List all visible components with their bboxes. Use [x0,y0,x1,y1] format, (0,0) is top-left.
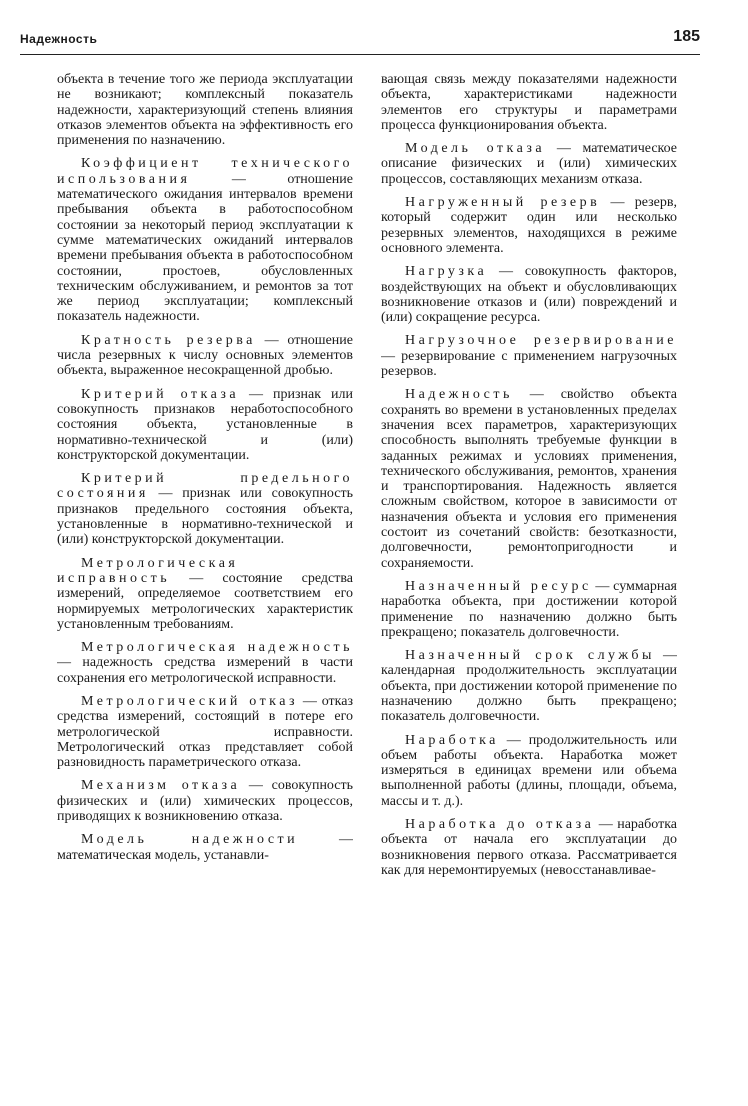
definition-text: — резерв, который содержит один или несколько резервных элементов, находящихся в режиме основного элемента. [381,195,677,256]
definition-paragraph [57,778,353,824]
definition-text: — отношение числа резервных к числу основных элементов объекта, выраженное несокращенной дробью. [57,332,353,379]
definition-text: — надежность средства измерений в части сохранения его метрологической исправности. [57,655,353,686]
definition-paragraph [381,817,677,878]
definition-paragraph [57,156,353,324]
definition-text: — математическое описание физических и (или) химических процессов, составляющих механизм отказа. [381,141,677,187]
definition-paragraph [57,556,353,632]
definition-term: Кратность резерва [81,332,256,348]
definition-paragraph [381,195,677,256]
definition-term: Назначенный ресурс [405,578,592,594]
definition-text: — отношение математического ожидания интервалов времени пребывания объекта в работоспособном состоянии за некоторый период эксплуатации к сумме математических ожиданий интервалов времени пребывания объекта в работоспособном состоянии, простоев, обусловленных техническим обслуживанием, и ремонтов за тот же период эксплуатации; комплексный показатель надежности. [57,171,353,325]
definition-text: вающая связь между показателями надежности объекта, характеристиками надежности элементов его структуры и параметрами процесса функционирования объекта. [381,72,677,133]
definition-text: — календарная продолжительность эксплуатации объекта, при достижении которой применение по назначению должно быть прекращено; показатель долговечности. [381,648,677,725]
definition-term: Наработка до отказа [405,817,595,833]
definition-paragraph [381,733,677,809]
definition-paragraph [57,387,353,463]
definition-paragraph [57,471,353,547]
definition-term: Модель надежности [81,832,299,848]
definition-paragraph [57,333,353,379]
left-column [57,72,353,1092]
definition-paragraph [381,579,677,640]
definition-term: Коэффициент технического использования [57,156,353,187]
definition-paragraph [381,333,677,379]
definition-text: объекта в течение того же периода эксплуатации не возникают; комплексный показатель надежности, характеризующий степень влияния отказов элементов объекта на эффективность его применения по назначению. [57,72,353,149]
definition-term: Критерий предельного состояния [57,471,353,502]
definition-term: Модель отказа [405,141,546,157]
definition-term: Нагрузка [405,264,488,280]
definition-term: Надежность [405,387,513,403]
definition-text: — продолжительность или объем работы объекта. Наработка может измеряться в единицах времени или объема выполненной работы (длины, площади, объема, массы и т. д.). [381,732,677,809]
definition-text: — свойство объекта сохранять во времени в установленных пределах значения всех параметров, характеризующих способность выполнять требуемые функции в заданных режимах и условиях применения, технического обслуживания, ремонтов, хранения и транспортирования. Надежность является сложным свойством, которое в зависимости от назначения объекта и условия его применения состоит из сочетаний свойств: безотказности, долговечности, ремонтопригодности и сохраняемости. [381,387,677,571]
definition-term: Наработка [405,732,499,748]
running-title: Надежность [20,32,98,46]
definition-term: Назначенный срок службы [405,648,655,664]
definition-text: — математическая модель, устанавли- [57,832,353,863]
right-column [381,72,677,1092]
definition-paragraph [381,264,677,325]
definition-term: Метрологическая надежность [81,640,353,656]
definition-paragraph [381,141,677,187]
definition-paragraph [57,72,353,148]
definition-text: — отказ средства измерений, состоящий в потере его метрологической исправности. Метрологический отказ представляет собой разновидность параметрического отказа. [57,693,353,771]
definition-term: Нагруженный резерв [405,195,601,211]
definition-text: — наработка объекта от начала его эксплуатации до возникновения первого отказа. Рассматривается как для неремонтируемых (невосстанавливае- [381,817,677,878]
page-header [20,26,700,55]
definition-paragraph [57,694,353,770]
definition-term: Нагрузочное резервирование [405,333,677,349]
definition-text: — совокупность факторов, воздействующих на объект и обусловливающих возникновение отказов и (или) повреждений и (или) сокращение ресурса. [381,264,677,326]
definition-text: — суммарная наработка объекта, при достижении которой применение по назначению должно быть прекращено; показатель долговечности. [381,578,677,640]
definition-term: Критерий отказа [81,386,240,402]
definition-term: Метрологический отказ [81,693,299,709]
definition-text: — состояние средства измерений, определяемое соответствием его нормируемых метрологических характеристик установленным требованиям. [57,570,353,632]
definition-term: Механизм отказа [81,778,241,794]
page-number: 185 [673,28,700,45]
definition-text: — резервирование с применением нагрузочных резервов. [381,348,677,380]
definition-paragraph [381,72,677,133]
definition-paragraph [381,648,677,724]
definition-paragraph [57,640,353,686]
definition-paragraph [381,387,677,571]
definition-text: — признак или совокупность признаков предельного состояния объекта, установленные в нормативно-технической и (или) конструкторской документации. [57,486,353,548]
definition-term: Метрологическая исправность [57,555,239,586]
definition-text: — признак или совокупность признаков неработоспособного состояния объекта, установленные в нормативно-технической и (или) конструкторской документации. [57,386,353,463]
definition-paragraph [57,832,353,863]
definition-text: — совокупность физических и (или) химических процессов, приводящих к возникновению отказа. [57,778,353,825]
